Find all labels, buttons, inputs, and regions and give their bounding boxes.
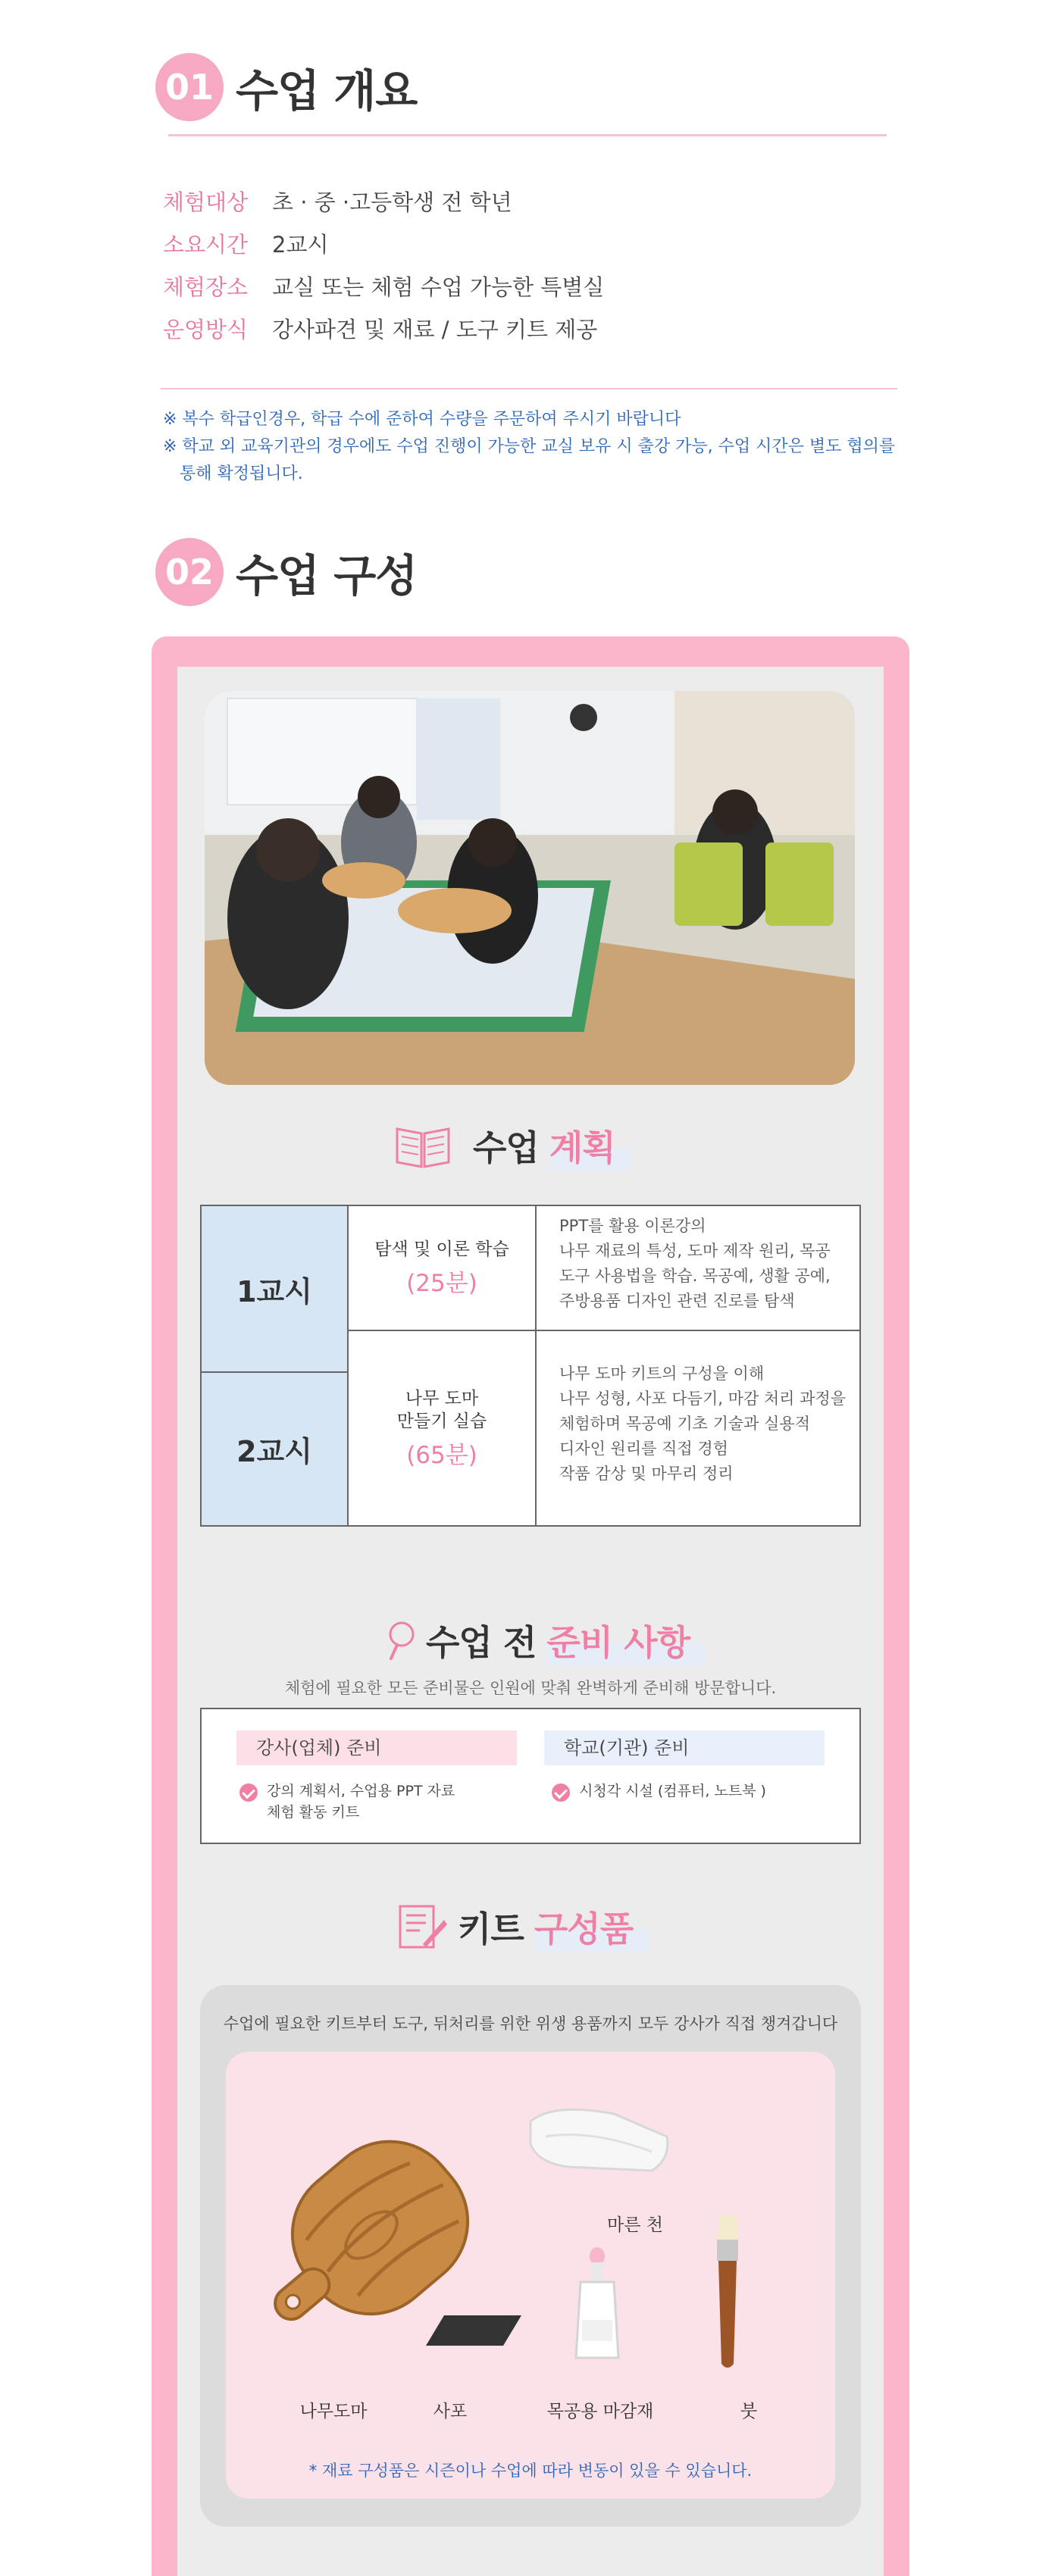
kit-label-brush: 붓 xyxy=(740,2402,758,2421)
info-label: 소요시간 xyxy=(163,232,249,258)
info-row-target xyxy=(163,186,512,217)
magnifier-icon xyxy=(385,1619,418,1662)
info-row-operation xyxy=(163,313,597,344)
desc-line: 디자인 원리를 직접 경험 xyxy=(559,1440,728,1458)
instructor-prep-line: 강의 계획서, 수업용 PPT 자료 xyxy=(267,1783,455,1799)
desc-line: 주방용품 디자인 관련 진로를 탐색 xyxy=(559,1292,795,1310)
school-prep-head: 학교(기관) 준비 xyxy=(544,1730,825,1765)
prep-title-pink: 준비 사항 xyxy=(546,1615,705,1665)
prep-title-dark: 수업 전 xyxy=(426,1622,537,1663)
kit-title-pink: 구성품 xyxy=(534,1902,648,1952)
info-row-duration xyxy=(163,228,328,259)
prep-heading xyxy=(385,1615,705,1665)
desc-line: PPT를 활용 이론강의 xyxy=(559,1217,706,1235)
classroom-photo xyxy=(205,691,855,1085)
info-value: 초 · 중 ·고등학생 전 학년 xyxy=(272,189,512,215)
desc-line: 도구 사용법을 학습. 목공예, 생활 공예, xyxy=(559,1267,831,1285)
kit-title-dark: 키트 xyxy=(458,1909,524,1949)
notice-line: 통해 확정됩니다. xyxy=(180,464,303,483)
section-title: 수업 구성 xyxy=(236,550,418,602)
notice-line: ※ 학교 외 교육기관의 경우에도 수업 진행이 가능한 교실 보유 시 출강 가능, 수업 시간은 별도 협의를 xyxy=(163,437,896,456)
kit-note: * 재료 구성품은 시즌이나 수업에 따라 변동이 있을 수 있습니다. xyxy=(308,2462,753,2480)
checklist-pen-icon xyxy=(396,1902,449,1952)
divider xyxy=(168,134,887,136)
section-composition-header xyxy=(155,538,417,606)
section-number-badge: 02 xyxy=(155,538,224,606)
check-icon xyxy=(239,1784,258,1802)
topic-title: 탐색 및 이론 학습 xyxy=(374,1240,509,1259)
desc-line: 작품 감상 및 마무리 정리 xyxy=(559,1465,734,1483)
notice-line: ※ 복수 학급인경우, 학급 수에 준하여 수량을 주문하여 주시기 바랍니다 xyxy=(163,410,681,429)
book-icon xyxy=(393,1120,453,1171)
kit-label-board: 나무도마 xyxy=(299,2402,368,2421)
prep-subtitle: 체험에 필요한 모든 준비물은 인원에 맞춰 완벽하게 준비해 방문합니다. xyxy=(284,1679,777,1697)
info-label: 운영방식 xyxy=(163,317,249,342)
topic-title: 만들기 실습 xyxy=(396,1411,487,1431)
kit-subtitle: 수업에 필요한 키트부터 도구, 뒤처리를 위한 위생 용품까지 모두 강사가 직접 챙겨갑니다 xyxy=(223,2015,838,2033)
desc-line: 체험하며 목공예 기초 기술과 실용적 xyxy=(559,1415,810,1433)
info-label: 체험대상 xyxy=(163,189,249,215)
prep-box xyxy=(200,1708,861,1844)
divider xyxy=(161,388,897,389)
kit-label-finish: 목공용 마감재 xyxy=(546,2402,654,2421)
info-row-place xyxy=(163,270,604,302)
plan-table xyxy=(200,1205,861,1527)
finish-bottle-icon xyxy=(570,2247,624,2361)
instructor-prep-head: 강사(업체) 준비 xyxy=(236,1730,517,1765)
info-value: 교실 또는 체험 수업 가능한 특별실 xyxy=(272,274,605,300)
section-title: 수업 개요 xyxy=(236,65,418,117)
sandpaper-icon xyxy=(424,2314,523,2347)
kit-label-cloth: 마른 천 xyxy=(607,2215,663,2235)
topic-cell xyxy=(349,1331,537,1525)
check-icon xyxy=(552,1784,570,1802)
kit-heading xyxy=(396,1902,648,1952)
plan-title-pink: 계획 xyxy=(549,1121,631,1171)
desc-cell xyxy=(537,1331,859,1525)
topic-minutes: (25분) xyxy=(406,1270,477,1297)
desc-line: 나무 성형, 사포 다듬기, 마감 처리 과정을 xyxy=(559,1390,846,1408)
dry-cloth-icon xyxy=(523,2099,674,2182)
school-prep-line: 시청각 시설 (컴퓨터, 노트북 ) xyxy=(579,1783,766,1799)
info-value: 강사파견 및 재료 / 도구 키트 제공 xyxy=(272,317,598,342)
period-cell: 2교시 xyxy=(202,1373,349,1525)
brush-icon xyxy=(705,2212,750,2371)
plan-heading xyxy=(393,1120,631,1171)
section-overview-header xyxy=(155,53,417,121)
instructor-prep-line: 체험 활동 키트 xyxy=(267,1804,360,1821)
plan-title-dark: 수업 xyxy=(473,1127,539,1168)
topic-title: 나무 도마 xyxy=(405,1388,479,1408)
info-label: 체험장소 xyxy=(163,274,249,300)
desc-cell xyxy=(537,1206,859,1331)
topic-minutes: (65분) xyxy=(406,1441,477,1469)
period-cell: 1교시 xyxy=(202,1206,349,1373)
section-number-badge: 01 xyxy=(155,53,224,121)
info-value: 2교시 xyxy=(272,232,329,258)
desc-line: 나무 재료의 특성, 도마 제작 원리, 목공 xyxy=(559,1242,831,1260)
notice-text xyxy=(163,406,898,488)
topic-cell xyxy=(349,1206,537,1331)
kit-label-sandpaper: 사포 xyxy=(433,2402,468,2421)
desc-line: 나무 도마 키트의 구성을 이해 xyxy=(559,1365,765,1383)
